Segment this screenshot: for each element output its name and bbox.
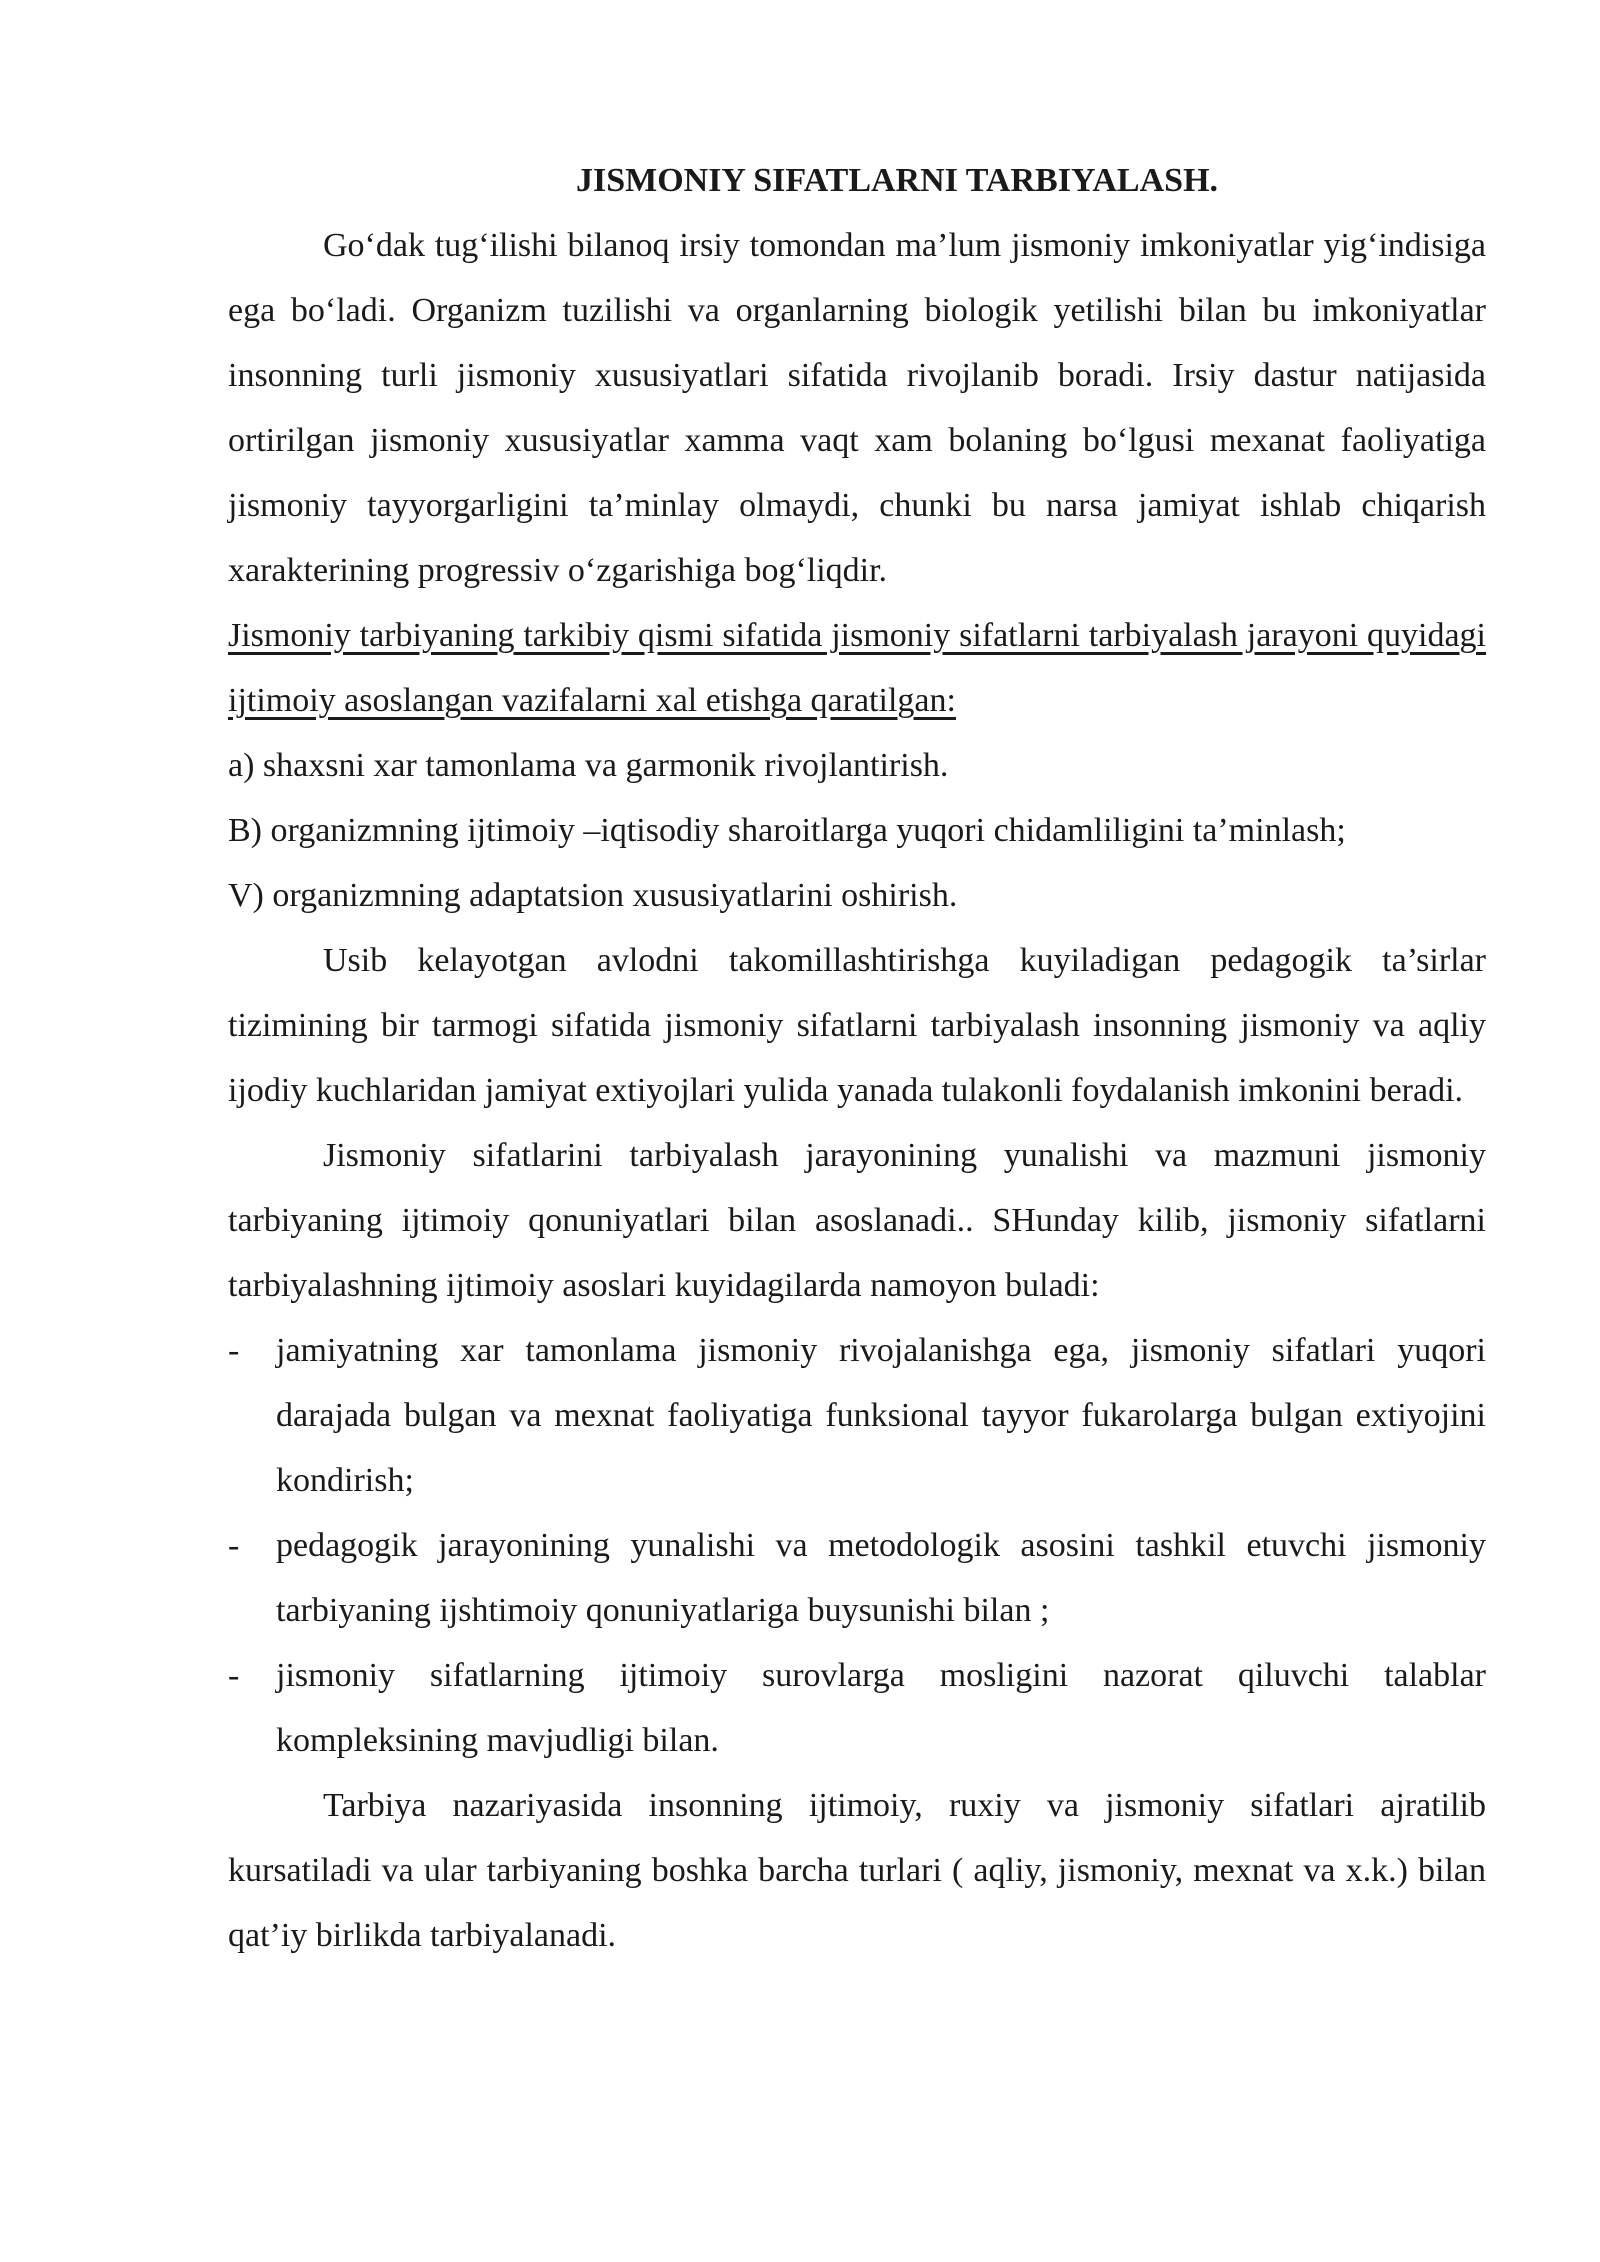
list-item-text: jamiyatning xar tamonlama jismoniy rivojalanishga ega, jismoniy sifatlari yuqori darajada bulgan va mexnat faoliyatiga funksional tayyor fukarolarga bulgan extiyojini kondirish; xyxy=(276,1332,1486,1499)
dash-bullet: - xyxy=(228,1332,240,1369)
list-item-text: pedagogik jarayonining yunalishi va metodologik asosini tashkil etuvchi jismoniy tarbiyaning ijshtimoiy qonuniyatlariga buysunishi bilan ; xyxy=(276,1527,1486,1629)
list-item-b: B) organizmning ijtimoiy –iqtisodiy sharoitlarga yuqori chidamliligini ta’minlash; xyxy=(228,812,1346,849)
dash-list xyxy=(228,1318,1486,1773)
dash-bullet: - xyxy=(228,1657,240,1694)
list-item xyxy=(228,1513,1486,1643)
paragraph-intro: Go‘dak tug‘ilishi bilanoq irsiy tomondan ma’lum jismoniy imkoniyatlar yig‘indisiga ega bo‘ladi. Organizm tuzilishi va organlarning biologik yetilishi bilan bu imkoniyatlar insonning turli jismoniy xususiyatlari sifatida rivojlanib boradi. Irsiy dastur natijasida ortirilgan jismoniy xususiyatlar xamma vaqt xam bolaning bo‘lgusi mexanat faoliyatiga jismoniy tayyorgarligini ta’minlay olmaydi, chunki bu narsa jamiyat ishlab chiqarish xarakterining progressiv o‘zgarishiga bog‘liqdir. xyxy=(228,227,1486,589)
paragraph-underlined: Jismoniy tarbiyaning tarkibiy qismi sifatida jismoniy sifatlarni tarbiyalash jarayoni quyidagi ijtimoiy asoslangan vazifalarni xal etishga qaratilgan: xyxy=(228,617,1486,719)
paragraph-theory: Tarbiya nazariyasida insonning ijtimoiy, ruxiy va jismoniy sifatlari ajratilib kursatiladi va ular tarbiyaning boshka barcha turlari ( aqliy, jismoniy, mexnat va x.k.) bilan qat’iy birlikda tarbiyalanadi. xyxy=(228,1787,1486,1954)
list-item-a: a) shaxsni xar tamonlama va garmonik rivojlantirish. xyxy=(228,747,949,784)
list-item xyxy=(228,1643,1486,1773)
list-item-v: V) organizmning adaptatsion xususiyatlarini oshirish. xyxy=(228,877,958,914)
list-item xyxy=(228,1318,1486,1513)
list-item-text: jismoniy sifatlarning ijtimoiy surovlarga mosligini nazorat qiluvchi talablar kompleksining mavjudligi bilan. xyxy=(276,1657,1486,1759)
dash-bullet: - xyxy=(228,1527,240,1564)
document-page xyxy=(228,148,1486,1968)
paragraph-upbringing: Usib kelayotgan avlodni takomillashtirishga kuyiladigan pedagogik ta’sirlar tizimining bir tarmogi sifatida jismoniy sifatlarni tarbiyalash insonning jismoniy va aqliy ijodiy kuchlaridan jamiyat extiyojlari yulida yanada tulakonli foydalanish imkonini beradi. xyxy=(228,942,1486,1109)
document-title: JISMONIY SIFATLARNI TARBIYALASH. xyxy=(575,162,1219,199)
paragraph-process: Jismoniy sifatlarini tarbiyalash jarayonining yunalishi va mazmuni jismoniy tarbiyaning ijtimoiy qonuniyatlari bilan asoslanadi.. SHunday kilib, jismoniy sifatlarni tarbiyalashning ijtimoiy asoslari kuyidagilarda namoyon buladi: xyxy=(228,1137,1486,1304)
